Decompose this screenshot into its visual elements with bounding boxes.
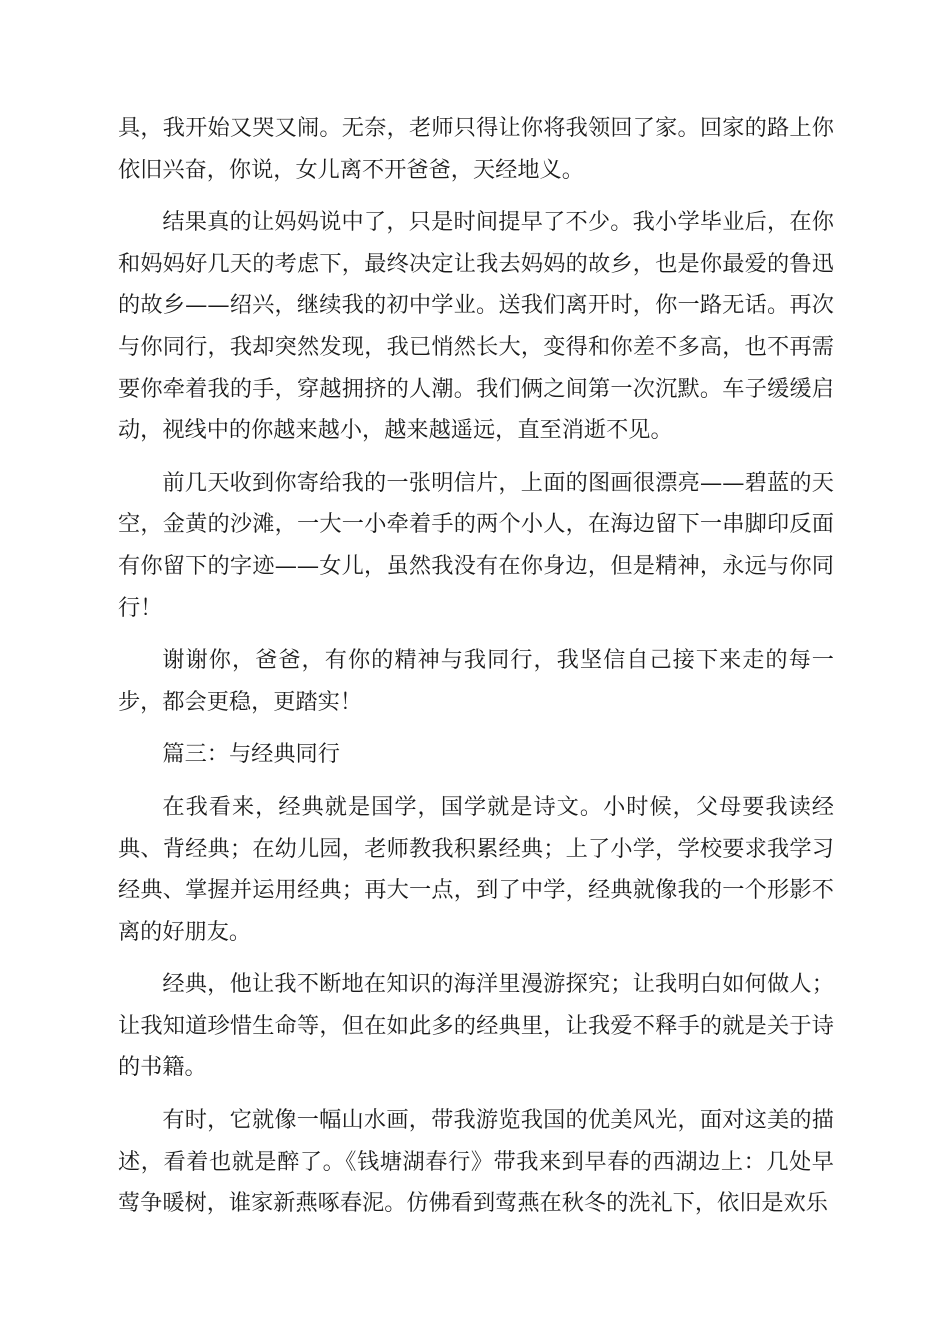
paragraph: 谢谢你，爸爸，有你的精神与我同行，我坚信自己接下来走的每一步，都会更稳，更踏实！ xyxy=(118,647,834,715)
section-heading: 篇三：与经典同行 xyxy=(162,741,340,768)
document-body xyxy=(118,108,834,1236)
paragraph: 有时，它就像一幅山水画，带我游览我国的优美风光，面对这美的描述，看着也就是醉了。《钱塘湖春行》带我来到早春的西湖边上：几处早莺争暖树，谁家新燕啄春泥。仿佛看到莺燕在秋冬的洗礼下，依旧是欢乐 xyxy=(118,1107,834,1217)
paragraph: 前几天收到你寄给我的一张明信片，上面的图画很漂亮——碧蓝的天空，金黄的沙滩，一大一小牵着手的两个小人，在海边留下一串脚印反面有你留下的字迹——女儿，虽然我没有在你身边，但是精神，永远与你同行！ xyxy=(118,469,834,621)
paragraph: 经典，他让我不断地在知识的海洋里漫游探究；让我明白如何做人；让我知道珍惜生命等，但在如此多的经典里，让我爱不释手的就是关于诗的书籍。 xyxy=(118,971,834,1081)
paragraph: 结果真的让妈妈说中了，只是时间提早了不少。我小学毕业后，在你和妈妈好几天的考虑下，最终决定让我去妈妈的故乡，也是你最爱的鲁迅的故乡——绍兴，继续我的初中学业。送我们离开时，你一路无话。再次与你同行，我却突然发现，我已悄然长大，变得和你差不多高，也不再需要你牵着我的手，穿越拥挤的人潮。我们俩之间第一次沉默。车子缓缓启动，视线中的你越来越小，越来越遥远，直至消逝不见。 xyxy=(118,209,834,444)
paragraph-continued: 具，我开始又哭又闹。无奈，老师只得让你将我领回了家。回家的路上你依旧兴奋，你说，女儿离不开爸爸，天经地义。 xyxy=(118,115,834,183)
paragraph: 在我看来，经典就是国学，国学就是诗文。小时候，父母要我读经典、背经典；在幼儿园，老师教我积累经典；上了小学，学校要求我学习经典、掌握并运用经典；再大一点，到了中学，经典就像我的一个形影不离的好朋友。 xyxy=(118,793,834,945)
